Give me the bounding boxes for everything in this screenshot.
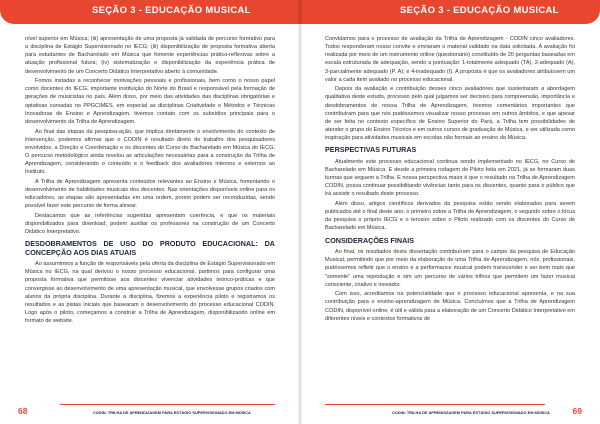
right-footer — [300, 404, 600, 424]
left-footer — [0, 404, 300, 424]
left-paragraph-5: Destacamos que as referências sugeridas apresentam coerência, e que os materiais disponibilizados para download, podem auxiliar os professores na construção de um Concerto Didático Interpretativo. — [25, 212, 275, 236]
right-heading-consideracoes: CONSIDERAÇÕES FINAIS — [325, 235, 415, 245]
right-paragraph-6: Com isso, acreditamos na potencialidade que o processo educacional apresenta, e na sua contribuição para o ensino-aprendizagem de Música. Concluímos que a Trilha de Aprendizagem CODIN, disponível online, é útil e válida para a elaboração de um Concerto Didático Interpretativo em diferentes níveis e contextos formativos de — [325, 291, 575, 322]
right-page — [300, 0, 600, 424]
left-heading-desdobramentos: DESDOBRAMENTOS DE USO DO PRODUTO EDUCACIONAL: DA CONCEPÇÃO AOS DIAS ATUAIS — [25, 239, 275, 257]
left-paragraph-4: A Trilha de Aprendizagem apresenta conteúdos relevantes ao Ensino e Música, fomentando o desenvolvimento de habilidades musicais dos discentes. Nas orientações disponíveis online para os educadores, as etapas são apresentadas em uma ordem, porém podem ser reconduzidas, sendo possível fazer este percurso de forma alinear. — [25, 178, 275, 210]
right-heading-perspectivas: PERSPECTIVAS FUTURAS — [325, 145, 417, 155]
left-body-text — [25, 35, 275, 390]
left-paragraph-3: Ao final das etapas da pesquisa-ação, que implica diretamente o envolvimento do contexto de intervenção, podemos afirmar que o CODIN é resultado direto do trabalho dos pesquisadores envolvidos, a Direção e Coordenação e os discentes do Curso de Bacharelado em Música do IECG. O percurso metodológico ainda revelou as articulações necessárias para a construção da Trilha de Aprendizagem, considerando o conteúdo e o feedback dos avaliadores internos e externos ao Instituto. — [25, 128, 275, 176]
left-footer-caption: CODIN: TRILHA DE APRENDIZAGEM PARA ESTÁGIO SUPERVISIONADO EM MÚSICA — [93, 410, 251, 415]
right-body-text — [325, 35, 575, 390]
right-page-number: 69 — [572, 406, 582, 416]
left-footer-rule — [60, 404, 275, 405]
left-paragraph-6: Ao assumirmos a função de responsáveis pela oferta da disciplina de Estágio Supervisionado em Música no IECG, na qual derivou o nosso processo educacional, partimos para configurar uma proposta formativa que permitisse aos discentes vivenciar atividades teórico-práticas e que convergisse ao desenvolvimento de uma apresentação musical, que envolvesse grupos criados com alunos da própria disciplina. Durante a disciplina, fizemos a experiência piloto e registramos os resultados e as pistas iniciais que basearam o desenvolvimento do processo educacional CODIN. Logo após o piloto, começamos a construir a Trilha de Aprendizagem, disponibilizando online em formato de website. — [25, 261, 275, 325]
right-paragraph-1: Convidamos para o processo de avaliação da Trilha de Aprendizagem - CODIN cinco avaliadores. Todos responderam nosso convite e enviaram o material validado na data solicitada. A avaliação foi realizada por meio de um instrumento online (questionário) constituído de 20 perguntas baseadas em escala estruturada de adequação, sendo a pontuação: 1-totalmente adequado (TA), 2-adequado (A), 3-parcialmente adequado (P. A); e 4-inadequado (I). A proposta é que os avaliadores atribuíssem um valor a cada item avaliado no processo educacional. — [325, 36, 575, 83]
right-paragraph-2: Depois da avaliação e contribuição desses cinco avaliadores que sustentaram a abordagem qualitativa deste estudo, processo pelo qual julgamos ser decisivo para compreensão, importância e desdobramentos de nossa Trilha de Aprendizagem, tivemos comentários importantes que contribuíram para que nós pudéssemos visualizar nosso processo em outros âmbitos, e que apesar de ser feita no contexto específico de Ensino Superior do Pará, a Trilha tem possibilidades de atender o grupo do Ensino Técnico e em outros cursos de graduação de Música, e ser utilizada como inspiração para atividades musicais em escolas não formais ao ensino da Música. — [325, 86, 575, 142]
left-paragraph-1: nível superior em Música; (iii) apresentação de uma proposta já validada de percurso formativo para a disciplina de Estágio Supervisionado no IECG; (iii) disponibilização de proposta formativa aberta para estudantes de Bacharelado em Música que fomente experiências prático-reflexivas sobre a atuação profissional futura; (iv) sistematização e disponibilização da experiência prática de desenvolvimento de um Concerto Didático Interpretativo aberto à comunidade. — [25, 36, 275, 75]
left-page-number: 68 — [18, 406, 28, 416]
book-gutter — [298, 0, 302, 424]
left-paragraph-2: Fomos instadas a reconhecer motivações pessoais e profissionais, bem como o nosso papel como docentes do IECG, importante instituição do Norte do Brasil e responsável pela formação de gerações de musicistas no país. Além disso, por meio das atividades das disciplinas obrigatórias e optativas cursadas no PPGCIMES, em especial as disciplinas Criatividade e Métodos e Técnicas Inovadoras de Ensino e Aprendizagem, tivemos contato com os subsídios principais para o desenvolvimento da Trilha de Aprendizagem. — [25, 78, 275, 125]
left-section-title: SEÇÃO 3 - EDUCAÇÃO MUSICAL — [92, 5, 251, 16]
right-section-title: SEÇÃO 3 - EDUCAÇÃO MUSICAL — [400, 5, 559, 16]
right-paragraph-5: Ao final, os resultados desta dissertação contribuíram para o campo da pesquisa de Educação Musical, permitindo que por meio da elaboração de uma Trilha de Aprendizagem, nós, profissionais, pudéssemos refletir que o ensino e a performance musical podem transcender e ser bem mais que "somente" uma reprodução e sim um percurso de vários trilhos que permitem um fazer musical consciente, criativo e inovador. — [325, 249, 575, 288]
right-paragraph-3: Atualmente este processo educacional continua sendo implementado no IECG, no Curso de Bacharelado em Música. E desde a primeira rodagem do Piloto feita em 2021, já se formaram duas turmas que seguem a Trilha. E nossa perspectiva maior é que o resultado na Trilha de Aprendizagem CODIN, possa continuar possibilitando vivências tanto para os discentes, quanto para o público que irá assistir o resultado deste processo. — [325, 158, 575, 198]
right-footer-rule — [325, 404, 545, 405]
right-paragraph-4: Além disso, artigos científicos derivados da pesquisa estão sendo elaborados para serem publicados até o final deste ano: o primeiro sobre a Trilha de Aprendizagem, o segundo sobre o lócus da pesquisa o próprio IECG e o terceiro sobre o Piloto realizado com os discentes do Curso de Bacharelado em Música. — [325, 201, 575, 232]
right-footer-caption: CODIN: TRILHA DE APRENDIZAGEM PARA ESTÁGIO SUPERVISIONADO EM MÚSICA — [392, 410, 550, 415]
